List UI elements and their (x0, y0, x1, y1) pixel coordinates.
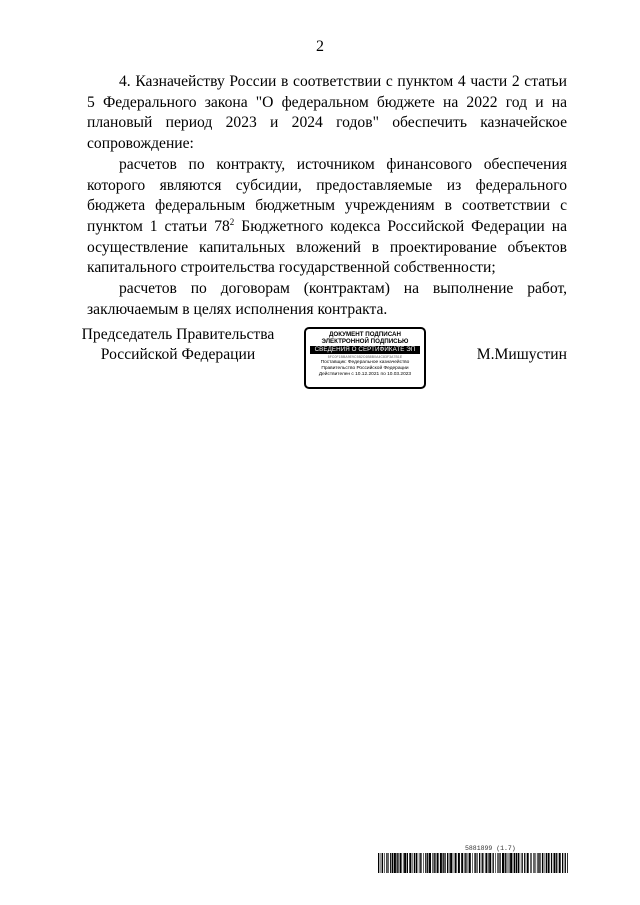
barcode-bar (509, 853, 510, 873)
barcode-bar (434, 853, 435, 873)
barcode-bar (416, 853, 417, 873)
barcode-bar (524, 853, 525, 873)
electronic-signature-stamp (304, 327, 426, 389)
barcode-bar (498, 853, 499, 873)
barcode-bar (447, 853, 448, 873)
stamp-serial: 5FC0F1BBA9E9C5B2C6B8B0A4C83F3A7B1E (327, 355, 403, 359)
barcode-bar (514, 853, 515, 873)
barcode-bar (505, 853, 506, 873)
barcode-bar (544, 853, 545, 873)
barcode-bar (493, 853, 494, 873)
barcode-bar (394, 853, 396, 873)
barcode-bar (449, 853, 450, 873)
barcode-bar (559, 853, 561, 873)
superscript: 2 (229, 216, 235, 227)
barcode-bar (384, 853, 385, 873)
barcode-bar (403, 853, 404, 873)
barcode-bar (392, 853, 393, 873)
barcode-bar (437, 853, 439, 873)
barcode-bar (412, 853, 413, 873)
barcode-bar (482, 853, 483, 873)
barcode-bar (489, 853, 491, 873)
paragraph-1: 4. Казначейству России в соответствии с пунктом 4 части 2 статьи 5 Федерального закона "О федеральном бюджете на 2022 год и на плановый период 2023 и 2024 годов" обеспечить казначейское сопровождение: (87, 73, 567, 153)
barcode-bar (458, 853, 460, 873)
stamp-issuer-2: Правительство Российской Федерации (321, 366, 409, 371)
barcode-bar (565, 853, 566, 873)
barcode-bar (554, 853, 556, 873)
barcode-bar (386, 853, 387, 873)
signatory-title-line-2: Российской Федерации (100, 346, 256, 363)
barcode-bar (537, 853, 538, 873)
barcode-bar (443, 853, 444, 873)
barcode-bar (474, 853, 475, 873)
barcode-bar (429, 853, 431, 873)
barcode-bar (497, 853, 498, 873)
paragraph-2 (87, 155, 567, 279)
stamp-validity: Действителен с 10.12.2021 по 10.03.2023 (318, 372, 412, 377)
barcode-bar (499, 853, 500, 873)
barcode-bar (427, 853, 428, 873)
barcode-bar (423, 853, 424, 873)
stamp-issuer-1: Поставщик: Федеральное казначейство (320, 360, 410, 365)
barcode-bar (533, 853, 534, 873)
barcode-bar (536, 853, 537, 873)
paragraph-2-text: расчетов по контракту, источником финансового обеспечения которого являются субсидии, предоставляемые из федерального бюджета федеральным бюджетным учреждениям в соответствии с пунктом 1 статьи 78 (87, 155, 567, 235)
barcode-bar (455, 853, 457, 873)
barcode-bar (567, 853, 568, 873)
barcode-bar (527, 853, 529, 873)
barcode-bar (516, 853, 517, 873)
barcode-bar (407, 853, 408, 873)
barcode-bar (534, 853, 535, 873)
stamp-line-1: ДОКУМЕНТ ПОДПИСАН (329, 331, 401, 338)
barcode-bar (548, 853, 550, 873)
barcode-bar (530, 853, 531, 873)
document-code: 5881899 (1.7) (465, 845, 516, 852)
barcode-bar (420, 853, 421, 873)
signatory-name: М.Мишустин (476, 346, 567, 363)
barcode-bar (381, 853, 382, 873)
barcode-bar (378, 853, 379, 873)
barcode-bar (409, 853, 411, 873)
barcode-bar (551, 853, 552, 873)
barcode-bar (382, 853, 383, 873)
barcode-bar (484, 853, 485, 873)
barcode-bar (398, 853, 399, 873)
barcode-bar (432, 853, 433, 873)
barcode-bar (507, 853, 508, 873)
barcode-bar (479, 853, 480, 873)
barcode (378, 853, 568, 873)
paragraph-2-tail: Бюджетного кодекса Российской Федерации на осуществление капитальных вложений в проектирование объектов капитального строительства государственной собственности; (87, 217, 567, 277)
barcode-bar (421, 853, 422, 873)
stamp-line-2: ЭЛЕКТРОННОЙ ПОДПИСЬЮ (321, 338, 409, 345)
barcode-bar (531, 853, 532, 873)
barcode-bar (502, 853, 504, 873)
barcode-bar (450, 853, 452, 873)
barcode-bar (400, 853, 402, 873)
barcode-bar (418, 853, 419, 873)
barcode-bar (518, 853, 519, 873)
barcode-bar (477, 853, 478, 873)
barcode-bar (562, 853, 563, 873)
barcode-bar (469, 853, 471, 873)
barcode-bar (542, 853, 543, 873)
barcode-bar (556, 853, 557, 873)
barcode-bar (461, 853, 463, 873)
barcode-bar (508, 853, 509, 873)
barcode-bar (453, 853, 454, 873)
barcode-bar (522, 853, 523, 873)
barcode-bar (485, 853, 487, 873)
barcode-bar (520, 853, 521, 873)
barcode-bar (513, 853, 514, 873)
paragraph-3: расчетов по договорам (контрактам) на выполнение работ, заключаемым в целях исполнения контракта. (87, 280, 567, 318)
barcode-bar (488, 853, 489, 873)
barcode-bar (388, 853, 389, 873)
barcode-bar (466, 853, 467, 873)
signatory-title (78, 325, 278, 365)
document-body (87, 72, 567, 320)
barcode-bar (539, 853, 540, 873)
barcode-bar (440, 853, 442, 873)
barcode-bar (495, 853, 496, 873)
barcode-bar (468, 853, 469, 873)
barcode-bar (510, 853, 512, 873)
barcode-bar (404, 853, 406, 873)
barcode-bar (546, 853, 547, 873)
barcode-bar (472, 853, 473, 873)
barcode-bar (475, 853, 476, 873)
page-number: 2 (316, 38, 324, 55)
barcode-bar (444, 853, 445, 873)
barcode-bar (425, 853, 426, 873)
stamp-band: СВЕДЕНИЯ О СЕРТИФИКАТЕ ЭП (310, 346, 420, 354)
barcode-bar (465, 853, 466, 873)
barcode-bar (397, 853, 398, 873)
barcode-bar (435, 853, 436, 873)
barcode-bar (414, 853, 415, 873)
signatory-title-line-1: Председатель Правительства (81, 326, 275, 343)
barcode-bar (390, 853, 391, 873)
